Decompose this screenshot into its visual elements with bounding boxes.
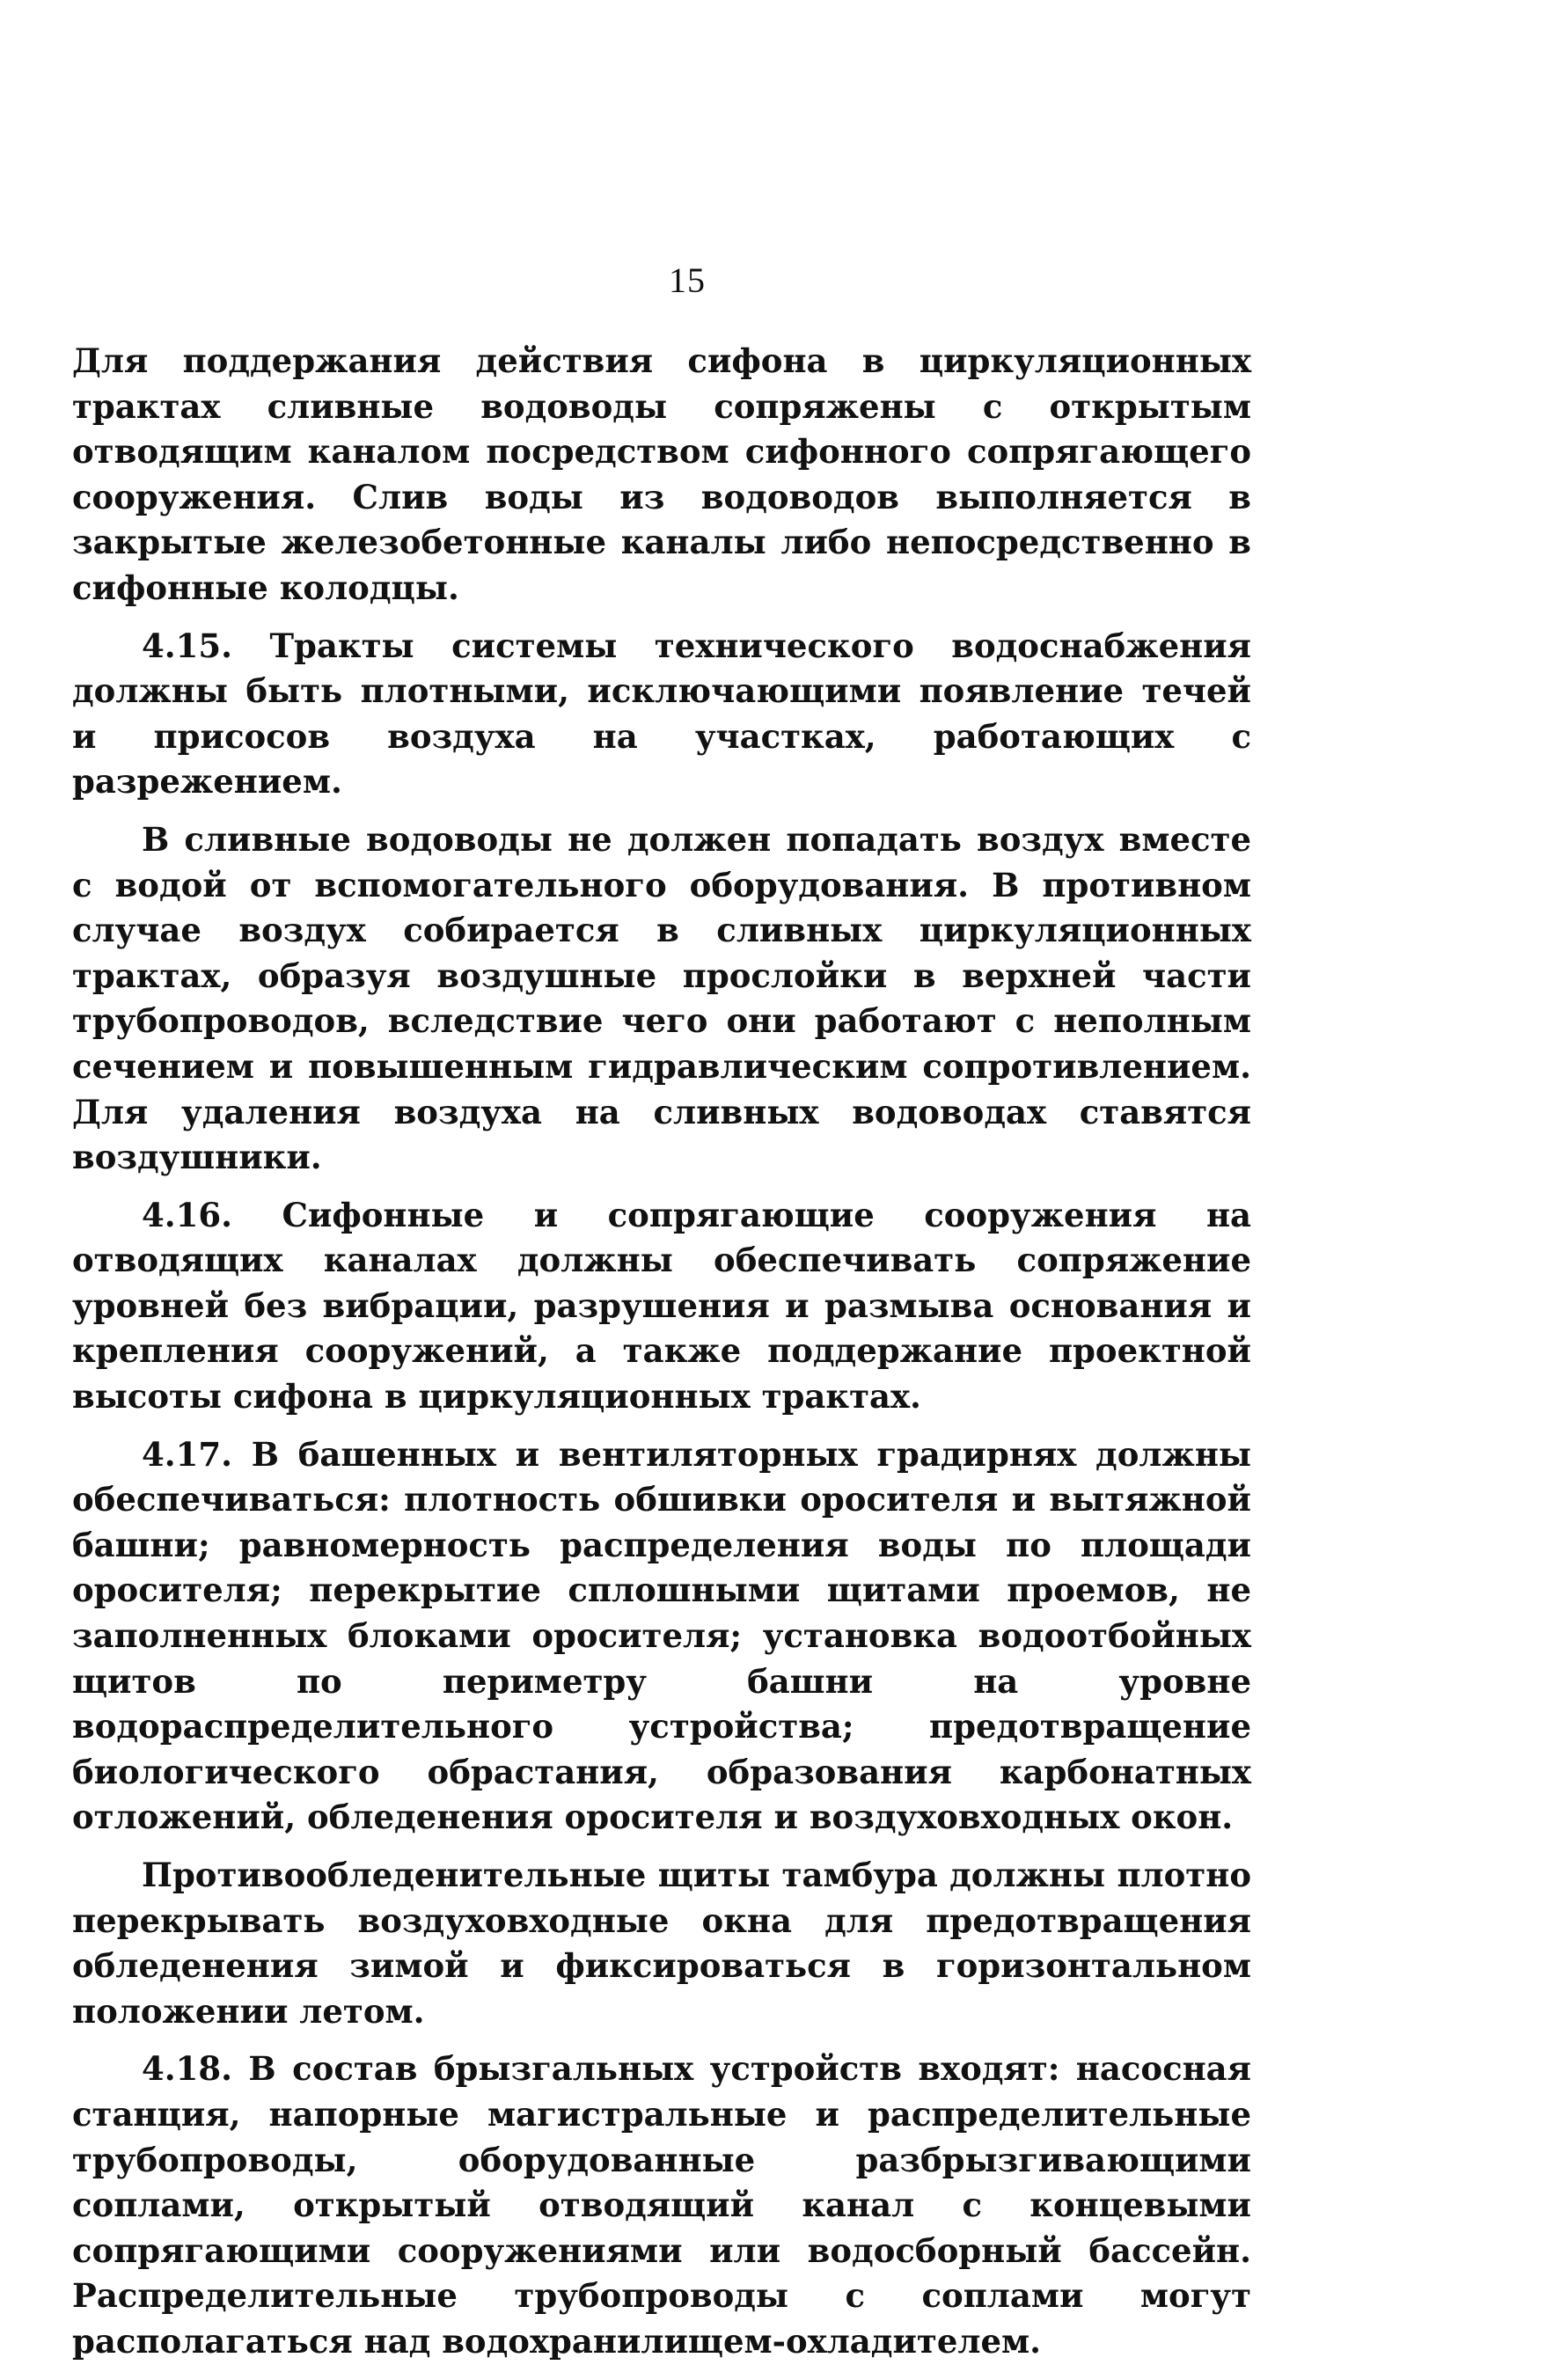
paragraph-4-18: 4.18. В состав брызгальных устройств входят: насосная станция, напорные магистральные и распределительные трубопроводы, оборудованные разбрызгивающими соплами, открытый отводящий канал с концевыми сопрягающими сооружениями или водосборный бассейн. Распределительные трубопроводы с соплами могут располагаться над водохранилищем-охладителем.: [72, 2049, 1251, 2361]
paragraph-air-in-drain-pipes: В сливные водоводы не должен попадать воздух вместе с водой от вспомогательного оборудования. В противном случае воздух собирается в сливных циркуляционных трактах, образуя воздушные прослойки в верхней части трубопроводов, вследствие чего они работают с неполным сечением и повышенным гидравлическим сопротивлением. Для удаления воздуха на сливных водоводах ставятся воздушники.: [72, 819, 1251, 1177]
paragraph-4-16: 4.16. Сифонные и сопрягающие сооружения на отводящих каналах должны обеспечивать сопряжение уровней без вибрации, разрушения и размыва основания и крепления сооружений, а также поддержание проектной высоты сифона в циркуляционных трактах.: [72, 1195, 1251, 1417]
paragraph-4-17: 4.17. В башенных и вентиляторных градирнях должны обеспечиваться: плотность обшивки оросителя и вытяжной башни; равномерность распределения воды по площади оросителя; перекрытие сплошными щитами проемов, не заполненных блоками оросителя; установка водоотбойных щитов по периметру башни на уровне водораспределительного устройства; предотвращение биологического обрастания, образования карбонатных отложений, обледенения оросителя и воздуховходных окон.: [72, 1434, 1251, 1837]
paragraph-siphon-support: Для поддержания действия сифона в циркуляционных трактах сливные водоводы сопряжены с открытым отводящим каналом посредством сифонного сопрягающего сооружения. Слив воды из водоводов выполняется в закрытые железобетонные каналы либо непосредственно в сифонные колодцы.: [72, 341, 1251, 607]
body-text: [72, 339, 1251, 2365]
page-number: 15: [669, 260, 706, 300]
paragraph-anti-icing-shields: Противообледенительные щиты тамбура должны плотно перекрывать воздуховходные окна для предотвращения обледенения зимой и фиксироваться в горизонтальном положении летом.: [72, 1856, 1251, 2031]
paragraph-4-15: 4.15. Тракты системы технического водоснабжения должны быть плотными, исключающими появление течей и присосов воздуха на участках, работающих с разрежением.: [72, 626, 1251, 802]
